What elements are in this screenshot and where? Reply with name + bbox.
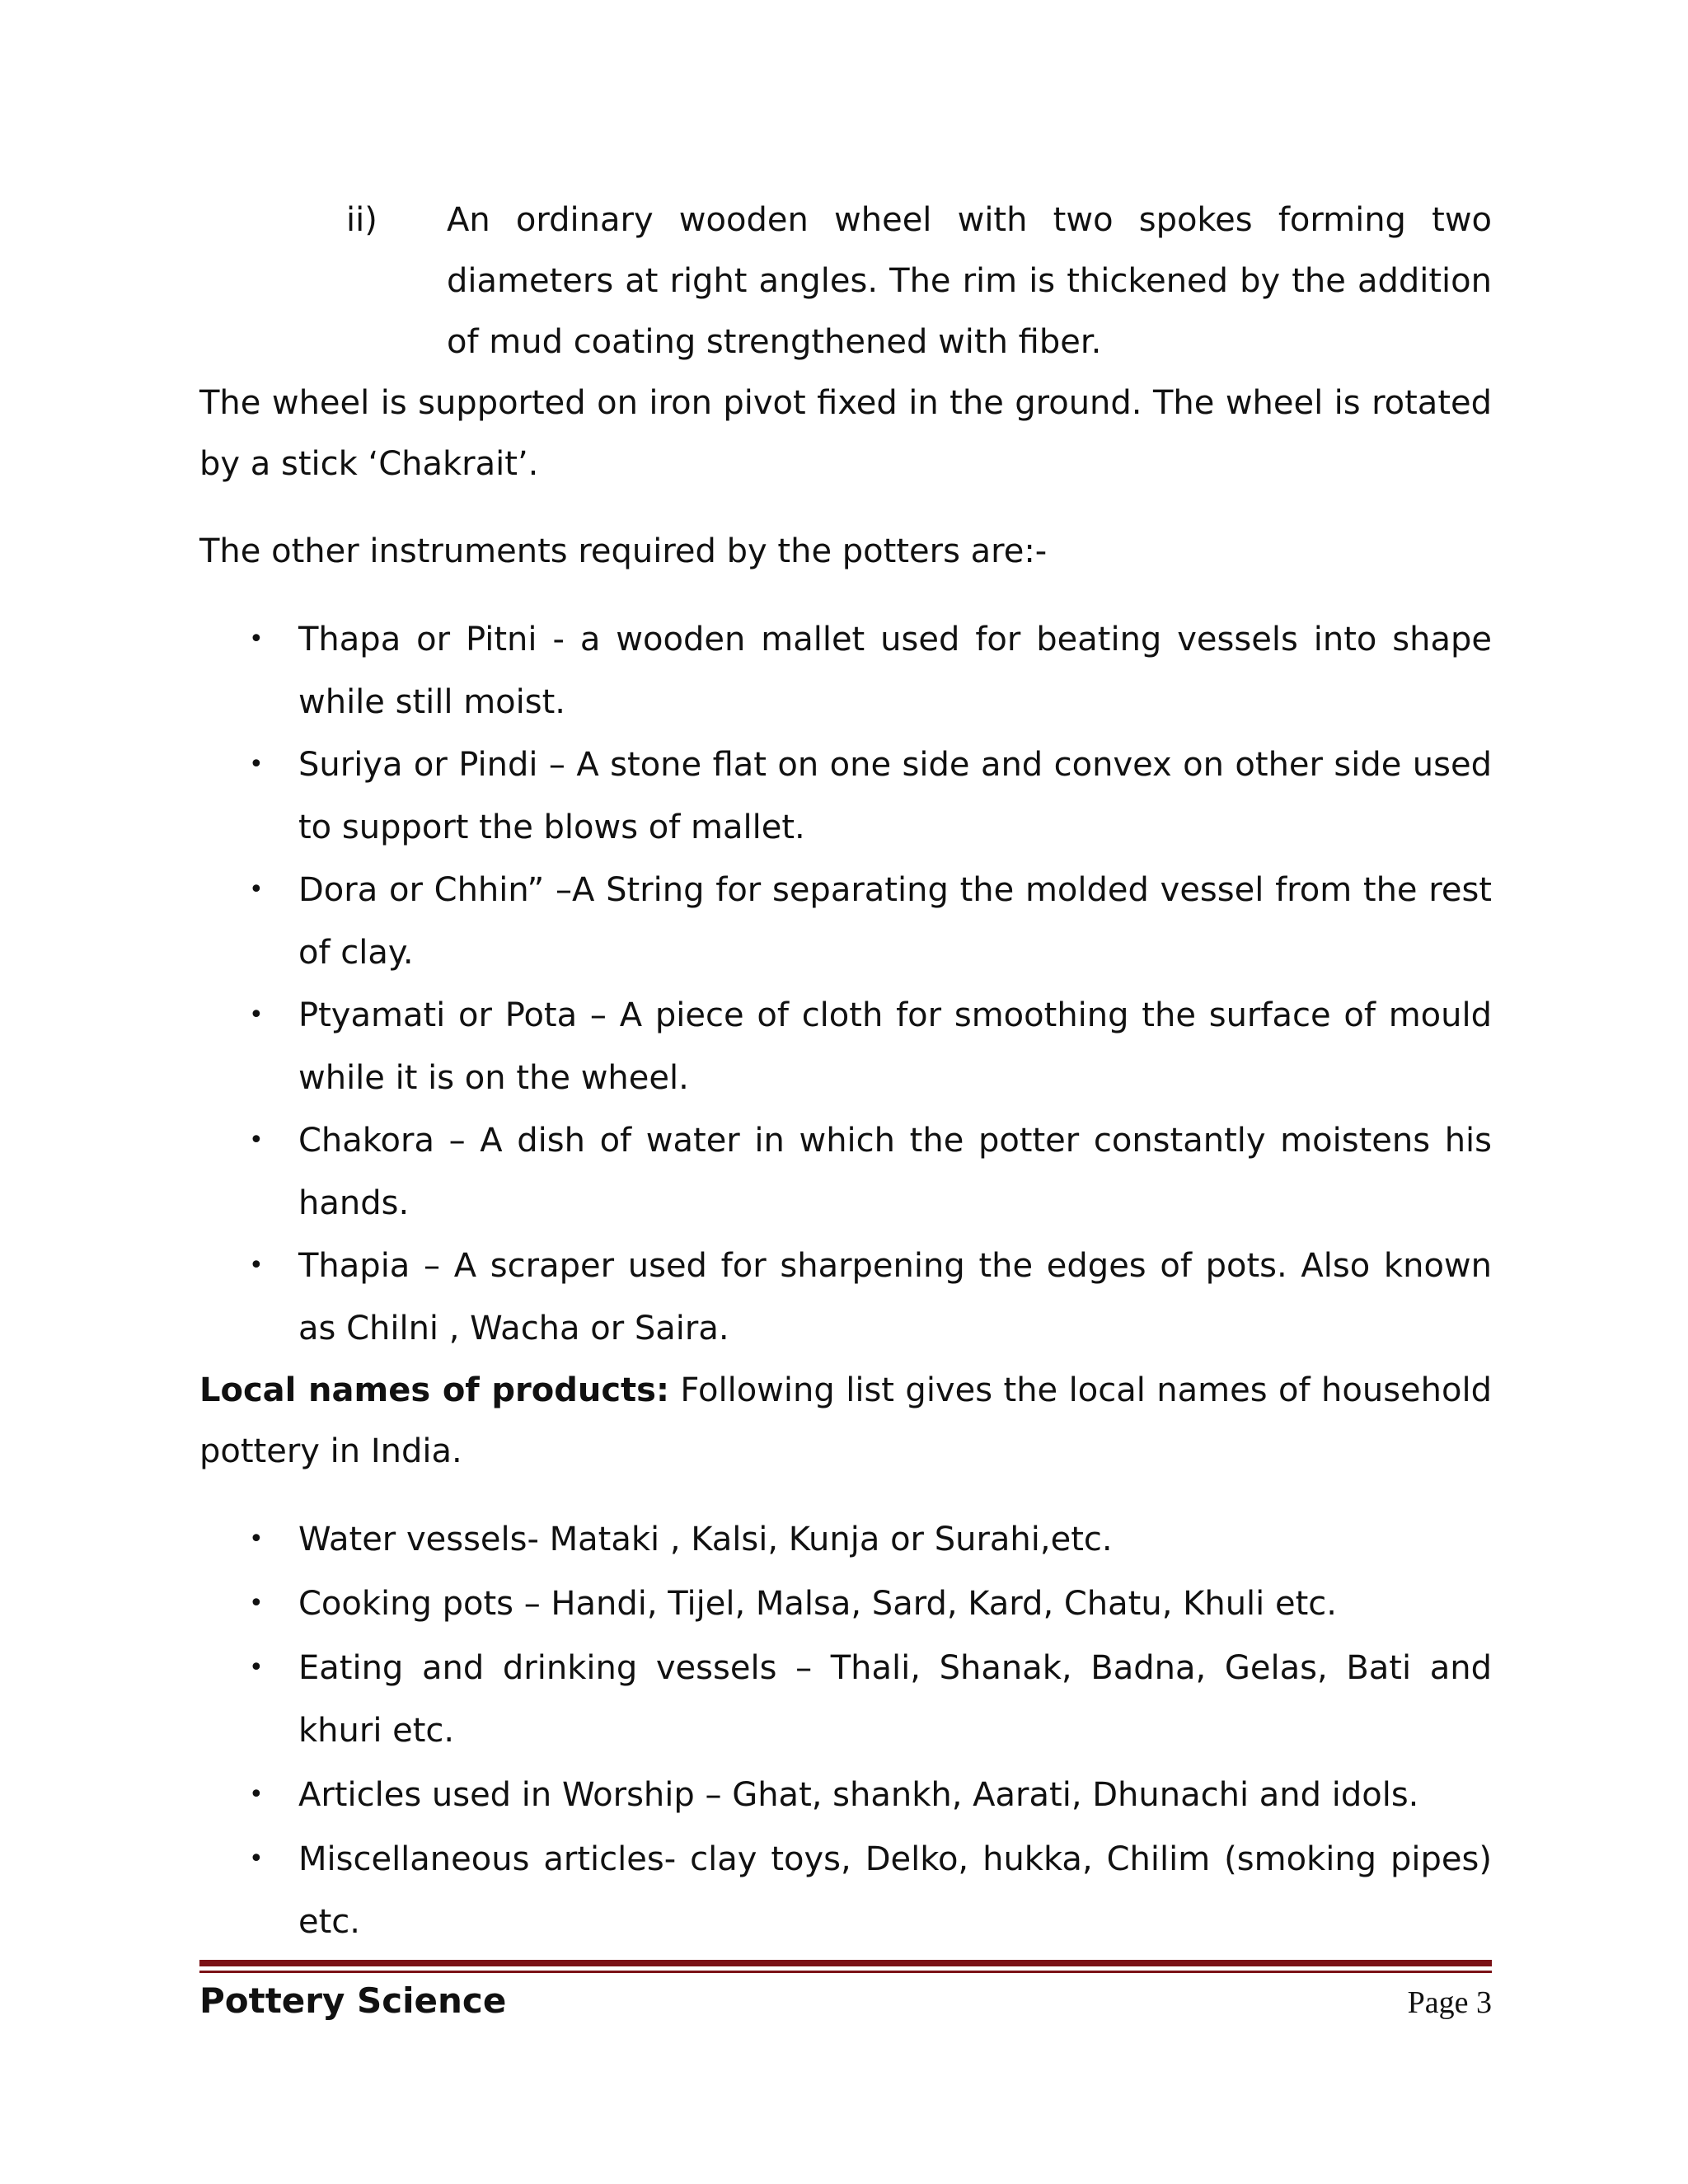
- list-item-text: Eating and drinking vessels – Thali, Shanak, Badna, Gelas, Bati and khuri etc.: [298, 1649, 1492, 1750]
- list-item-text: Chakora – A dish of water in which the potter constantly moistens his hands.: [298, 1122, 1492, 1222]
- paragraph-local-names: [199, 1360, 1492, 1482]
- list-item: [199, 859, 1492, 984]
- footer-title: Pottery Science: [199, 1980, 507, 2021]
- list-item: [199, 984, 1492, 1109]
- list-item: [199, 1109, 1492, 1235]
- bullet-icon: •: [249, 1653, 264, 1682]
- list-item-text: Articles used in Worship – Ghat, shankh, Aarati, Dhunachi and idols.: [298, 1776, 1419, 1814]
- local-names-text: Following list gives the local names of household pottery in India.: [199, 1371, 1492, 1470]
- bullet-icon: •: [249, 875, 264, 904]
- paragraph-wheel: The wheel is supported on iron pivot fixed in the ground. The wheel is rotated by a stick ‘Chakrait’.: [199, 384, 1492, 483]
- bullet-icon: •: [249, 1780, 264, 1809]
- section-heading: Local names of products:: [199, 1371, 669, 1409]
- bullet-icon: •: [249, 1251, 264, 1280]
- bullet-icon: •: [249, 1001, 264, 1029]
- list-item-text: Water vessels- Mataki , Kalsi, Kunja or Surahi,etc.: [298, 1521, 1113, 1558]
- page-body: [199, 190, 1492, 1955]
- list-item-text: Suriya or Pindi – A stone flat on one side and convex on other side used to support the blows of mallet.: [298, 746, 1492, 846]
- list-item: [199, 1637, 1492, 1762]
- list-item-text: Dora or Chhin” –A String for separating the molded vessel from the rest of clay.: [298, 871, 1492, 972]
- list-item-text: Thapa or Pitni - a wooden mallet used for beating vessels into shape while still moist.: [298, 621, 1492, 721]
- bullet-icon: •: [249, 1525, 264, 1554]
- roman-item-text: An ordinary wooden wheel with two spokes forming two diameters at right angles. The rim is thickened by the addition of mud coating strengthened with fiber.: [447, 201, 1492, 361]
- list-item: [199, 1508, 1492, 1571]
- bullet-icon: •: [249, 750, 264, 779]
- list-item: [199, 1828, 1492, 1953]
- list-item: [199, 1764, 1492, 1826]
- products-list: [199, 1508, 1492, 1953]
- bullet-icon: •: [249, 625, 264, 654]
- list-item: [199, 1572, 1492, 1635]
- roman-list-item: [199, 190, 1492, 373]
- list-item-text: Thapia – A scraper used for sharpening the edges of pots. Also known as Chilni , Wacha or Saira.: [298, 1247, 1492, 1347]
- page-number: Page 3: [1407, 1985, 1492, 2020]
- roman-numeral: ii): [346, 201, 377, 239]
- instruments-list: [199, 608, 1492, 1360]
- list-item: [199, 733, 1492, 859]
- list-item-text: Ptyamati or Pota – A piece of cloth for smoothing the surface of mould while it is on the wheel.: [298, 996, 1492, 1097]
- footer-rule-thin: [199, 1971, 1492, 1973]
- list-item-text: Cooking pots – Handi, Tijel, Malsa, Sard, Kard, Chatu, Khuli etc.: [298, 1585, 1337, 1623]
- list-item-text: Miscellaneous articles- clay toys, Delko, hukka, Chilim (smoking pipes) etc.: [298, 1840, 1492, 1941]
- bullet-icon: •: [249, 1126, 264, 1155]
- footer-rule: [199, 1960, 1492, 1966]
- list-item: [199, 1235, 1492, 1360]
- list-item: [199, 608, 1492, 733]
- paragraph-instruments-intro: The other instruments required by the potters are:-: [199, 532, 1048, 570]
- bullet-icon: •: [249, 1844, 264, 1873]
- bullet-icon: •: [249, 1589, 264, 1618]
